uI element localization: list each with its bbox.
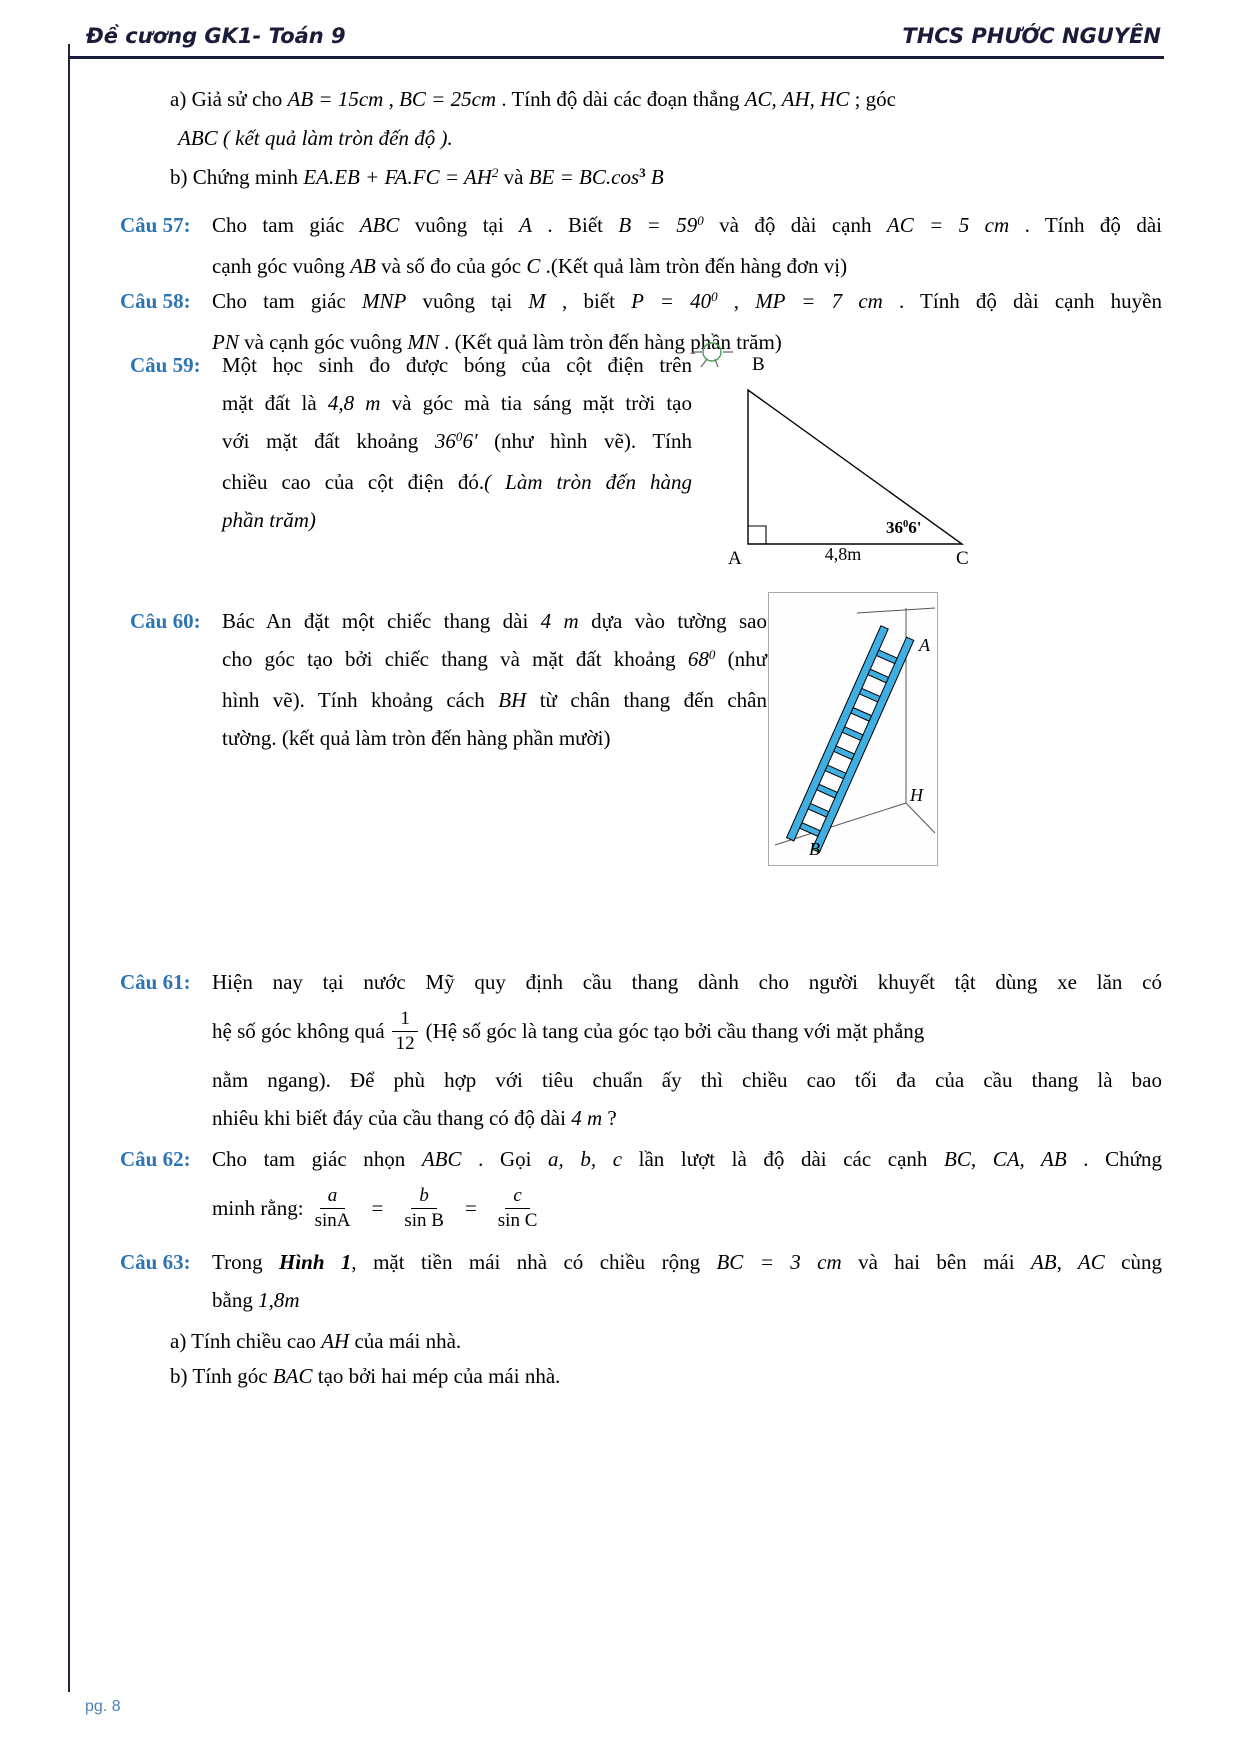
text-segment: 36	[886, 518, 903, 537]
text-segment: AC, AH, HC	[744, 87, 850, 111]
text-segment: EA.EB + FA.FC = AH	[303, 165, 492, 189]
question-57-label: Câu 57:	[120, 213, 191, 237]
text-line	[222, 346, 692, 384]
text-segment: A	[519, 213, 532, 237]
equals-sign: =	[371, 1196, 384, 1220]
triangle-vertex-c-label: C	[956, 548, 969, 569]
text-segment: 0	[711, 288, 718, 304]
text-segment: a, b, c	[548, 1147, 623, 1171]
text-segment: AB, AC	[1030, 1250, 1105, 1274]
text-line	[222, 602, 767, 640]
text-segment: B = 59	[618, 213, 698, 237]
text-segment: tạo bởi hai mép của mái nhà.	[312, 1364, 561, 1388]
triangle-vertex-a-label: A	[728, 548, 742, 569]
text-segment: 4 m	[540, 609, 579, 633]
text-segment: Cho tam giác	[212, 289, 362, 313]
fraction	[492, 1184, 544, 1233]
text-segment: . Gọi	[461, 1147, 549, 1171]
text-line	[212, 206, 1162, 247]
fraction	[309, 1184, 357, 1233]
text-segment: P = 40	[631, 289, 712, 313]
text-line	[222, 422, 692, 463]
text-segment: ?	[602, 1106, 617, 1130]
text-segment: với mặt đất khoảng	[222, 429, 435, 453]
intro-line-b	[170, 158, 664, 199]
text-segment: 0	[708, 646, 716, 662]
text-segment: 4,8 m	[327, 391, 381, 415]
text-segment: 4 m	[571, 1106, 603, 1130]
text-line-with-fraction	[212, 1001, 1162, 1061]
page-border-line	[68, 44, 70, 1692]
page-number: pg. 8	[85, 1698, 121, 1715]
text-segment: tường. (kết quả làm tròn đến hàng phần mười)	[222, 726, 611, 750]
text-segment: ,	[717, 289, 756, 313]
fraction	[390, 1007, 421, 1056]
question-59	[130, 346, 692, 539]
text-line	[222, 719, 767, 757]
question-60-label: Câu 60:	[130, 609, 201, 633]
text-segment: C	[526, 254, 541, 278]
text-segment: 6'	[462, 429, 478, 453]
text-segment: cùng	[1104, 1250, 1162, 1274]
text-line	[212, 247, 1162, 285]
question-63	[120, 1243, 1162, 1319]
text-line	[222, 501, 692, 539]
fraction-numerator: b	[411, 1184, 437, 1209]
text-segment: BE = BC.cos	[528, 165, 640, 189]
text-segment: 6'	[908, 518, 922, 537]
fraction-denominator: sin B	[404, 1209, 444, 1231]
question-63-part-b	[170, 1357, 560, 1395]
text-segment: MP = 7 cm	[755, 289, 883, 313]
text-segment: Bác An đặt một chiếc thang dài	[222, 609, 541, 633]
fraction-numerator: 1	[392, 1007, 418, 1032]
question-62	[120, 1140, 1162, 1238]
text-segment: minh rằng:	[212, 1196, 304, 1220]
triangle-drawing	[690, 336, 990, 574]
text-segment: 68	[687, 647, 709, 671]
text-segment: ( Làm tròn đến hàng	[484, 470, 692, 494]
text-line	[212, 1243, 1162, 1281]
text-segment: MN	[407, 330, 439, 354]
text-segment: 1,8m	[258, 1288, 300, 1312]
text-segment: PN	[212, 330, 239, 354]
text-segment: nằm ngang). Để phù hợp với tiêu chuẩn ấy thì chiều cao tối đa của cầu thang là bao	[212, 1068, 1162, 1092]
text-segment: ABC	[359, 213, 400, 237]
text-segment: (như	[715, 647, 768, 671]
ladder-figure	[768, 592, 938, 866]
ladder-icon	[787, 626, 914, 853]
text-segment: và độ dài cạnh	[703, 213, 887, 237]
text-segment: và cạnh góc vuông	[238, 330, 408, 354]
text-segment: (như hình vẽ). Tính	[477, 429, 693, 453]
text-line	[212, 282, 1162, 323]
fraction-numerator: a	[320, 1184, 346, 1209]
text-line	[212, 1281, 1162, 1319]
text-line	[222, 640, 767, 681]
triangle-base-length-label: 4,8m	[824, 544, 862, 564]
text-segment: , biết	[545, 289, 632, 313]
text-segment: M	[528, 289, 546, 313]
text-segment: ( kết quả làm tròn đến độ ).	[217, 126, 453, 150]
text-segment: bằng	[212, 1288, 259, 1312]
text-line	[222, 463, 692, 501]
intro-line-a1	[170, 80, 896, 118]
ladder-point-h-label: H	[910, 785, 923, 805]
text-segment: vuông tại	[406, 289, 529, 313]
text-segment: hệ số góc không quá	[212, 1019, 385, 1043]
text-segment: (Hệ số góc là tang của góc tạo bởi cầu thang với mặt phẳng	[425, 1019, 925, 1043]
header-left-title: Đề cương GK1- Toán 9	[86, 24, 346, 48]
text-segment: . Tính độ dài cạnh huyền	[882, 289, 1162, 313]
text-segment: BC = 25cm	[399, 87, 497, 111]
text-segment: Cho tam giác nhọn	[212, 1147, 422, 1171]
text-segment: cho góc tạo bởi chiếc thang và mặt đất khoảng	[222, 647, 688, 671]
text-segment: 0	[697, 212, 704, 228]
sun-icon	[692, 343, 733, 367]
triangle-vertex-b-label: B	[752, 354, 765, 375]
fraction	[398, 1184, 450, 1233]
text-segment: . Tính độ dài	[1009, 213, 1162, 237]
fraction-denominator: 12	[395, 1032, 415, 1054]
text-segment: và	[498, 165, 529, 189]
text-segment: ABC	[421, 1147, 462, 1171]
text-segment: ; góc	[849, 87, 896, 111]
text-segment: . (Kết quả làm tròn đến hàng phần trăm)	[438, 330, 782, 354]
text-segment: b) Tính góc	[170, 1364, 273, 1388]
text-segment: .(Kết quả làm tròn đến hàng đơn vị)	[540, 254, 848, 278]
text-segment: 36	[434, 429, 456, 453]
question-58-label: Câu 58:	[120, 289, 191, 313]
text-segment: cạnh góc vuông	[212, 254, 351, 278]
fraction-numerator: c	[505, 1184, 529, 1209]
text-line	[212, 963, 1162, 1001]
text-segment: AB = 15cm	[287, 87, 384, 111]
text-segment: từ chân thang đến chân	[526, 688, 767, 712]
text-segment: ,	[383, 87, 400, 111]
question-61-label: Câu 61:	[120, 970, 191, 994]
right-angle-marker	[748, 526, 766, 544]
text-segment: và số đo của góc	[375, 254, 527, 278]
text-segment: a) Giả sử cho	[170, 87, 288, 111]
text-segment: BC = 3 cm	[716, 1250, 842, 1274]
text-segment: AH	[321, 1329, 350, 1353]
question-63-label: Câu 63:	[120, 1250, 191, 1274]
text-segment: AC = 5 cm	[886, 213, 1010, 237]
question-62-label: Câu 62:	[120, 1147, 191, 1171]
text-line	[212, 1099, 1162, 1137]
text-segment: 0	[455, 428, 463, 444]
text-segment: , mặt tiền mái nhà có chiều rộng	[351, 1250, 717, 1274]
text-segment: B	[645, 165, 664, 189]
text-segment: BC, CA, AB	[944, 1147, 1067, 1171]
header-right-title: THCS PHƯỚC NGUYÊN	[902, 24, 1161, 48]
text-segment: và góc mà tia sáng mặt trời tạo	[380, 391, 692, 415]
question-63-part-a	[170, 1322, 461, 1360]
text-segment: Hiện nay tại nước Mỹ quy định cầu thang dành cho người khuyết tật dùng xe lăn có	[212, 970, 1162, 994]
text-segment: lần lượt là độ dài các cạnh	[622, 1147, 945, 1171]
ladder-point-a-label: A	[919, 635, 930, 655]
question-61	[120, 963, 1162, 1137]
fraction-denominator: sinA	[314, 1209, 351, 1231]
text-line	[222, 681, 767, 719]
triangle-figure	[690, 336, 990, 574]
text-segment: chiều cao của cột điện đó.	[222, 470, 485, 494]
text-segment: Trong	[212, 1250, 279, 1274]
text-segment: dựa vào tường sao	[578, 609, 768, 633]
text-segment: b) Chứng minh	[170, 165, 304, 189]
text-segment: 2	[491, 164, 499, 180]
fraction-denominator: sin C	[497, 1209, 538, 1231]
text-line	[222, 384, 692, 422]
text-segment: a) Tính chiều cao	[170, 1329, 322, 1353]
text-segment: của mái nhà.	[349, 1329, 462, 1353]
text-segment: mặt đất là	[222, 391, 328, 415]
ladder-point-b-label: B	[809, 839, 820, 859]
text-segment: 0	[903, 519, 909, 531]
text-segment: hình vẽ). Tính khoảng cách	[222, 688, 499, 712]
ladder-drawing	[769, 593, 937, 865]
triangle-angle-label	[886, 518, 922, 538]
text-segment: Cho tam giác	[212, 213, 360, 237]
text-line-with-fractions	[212, 1178, 1162, 1238]
text-segment: phần trăm)	[222, 508, 316, 532]
text-segment: AB	[350, 254, 376, 278]
question-57	[120, 206, 1162, 285]
text-segment: Một học sinh đo được bóng của cột điện trên	[222, 353, 692, 377]
text-segment: BAC	[272, 1364, 313, 1388]
text-segment: 3	[639, 164, 646, 180]
header-rule	[68, 56, 1164, 59]
text-segment: và hai bên mái	[841, 1250, 1031, 1274]
text-line	[212, 1140, 1162, 1178]
text-segment: BH	[498, 688, 527, 712]
text-segment: nhiêu khi biết đáy của cầu thang có độ dài	[212, 1106, 572, 1130]
text-segment: MNP	[362, 289, 407, 313]
equals-sign: =	[464, 1196, 477, 1220]
text-segment: . Biết	[531, 213, 619, 237]
text-segment: ABC	[178, 126, 218, 150]
text-segment: Hình 1	[278, 1250, 352, 1274]
text-segment: vuông tại	[399, 213, 520, 237]
text-segment: . Tính độ dài các đoạn thẳng	[496, 87, 745, 111]
intro-line-a2	[178, 119, 453, 157]
text-line	[212, 1061, 1162, 1099]
text-segment: . Chứng	[1066, 1147, 1162, 1171]
question-59-label: Câu 59:	[130, 353, 201, 377]
question-60	[130, 602, 767, 757]
